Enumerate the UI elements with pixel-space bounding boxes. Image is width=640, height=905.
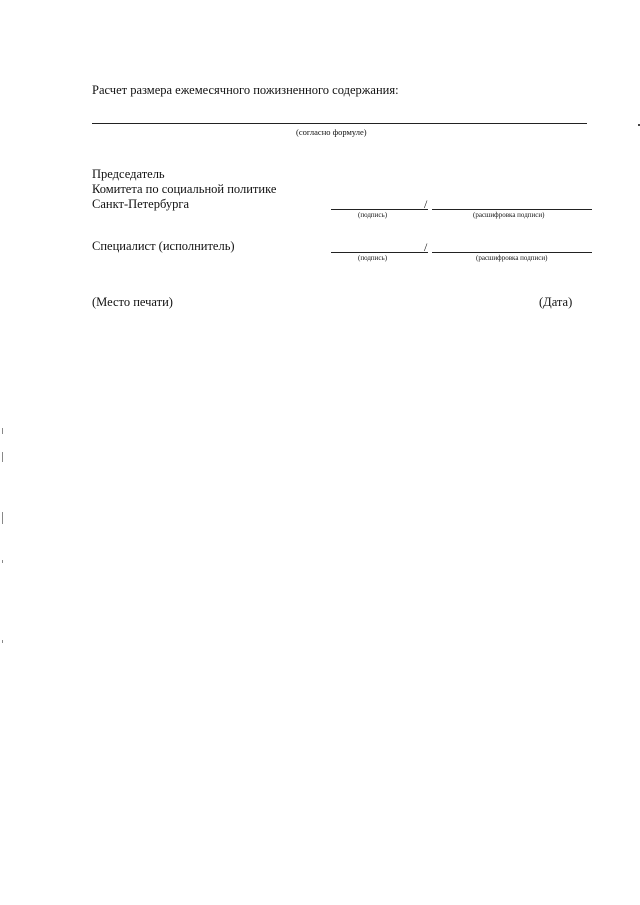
chairman-committee: Комитета по социальной политике [92,182,277,196]
chairman-decryption-caption: (расшифровка подписи) [473,211,545,219]
chairman-decryption-line [432,209,592,210]
chairman-city: Санкт-Петербурга [92,197,190,211]
scan-artifact [2,640,3,643]
calculation-heading: Расчет размера ежемесячного пожизненного содержания: [92,83,399,97]
date-label: (Дата) [539,295,573,309]
specialist-signature-line [331,252,428,253]
scan-artifact [2,560,3,563]
specialist-label: Специалист (исполнитель) [92,239,235,253]
chairman-signature-line [331,209,428,210]
formula-caption: (согласно формуле) [296,127,367,137]
specialist-slash: / [424,240,428,254]
formula-line [92,123,587,124]
scan-artifact [2,512,3,524]
scan-artifact [2,452,3,462]
chairman-title: Председатель [92,167,165,181]
specialist-decryption-line [432,252,592,253]
specialist-decryption-caption: (расшифровка подписи) [476,254,548,262]
chairman-slash: / [424,197,428,211]
stamp-place-label: (Место печати) [92,295,173,309]
scan-artifact [2,428,3,434]
specialist-signature-caption: (подпись) [358,254,388,262]
chairman-signature-caption: (подпись) [358,211,388,219]
